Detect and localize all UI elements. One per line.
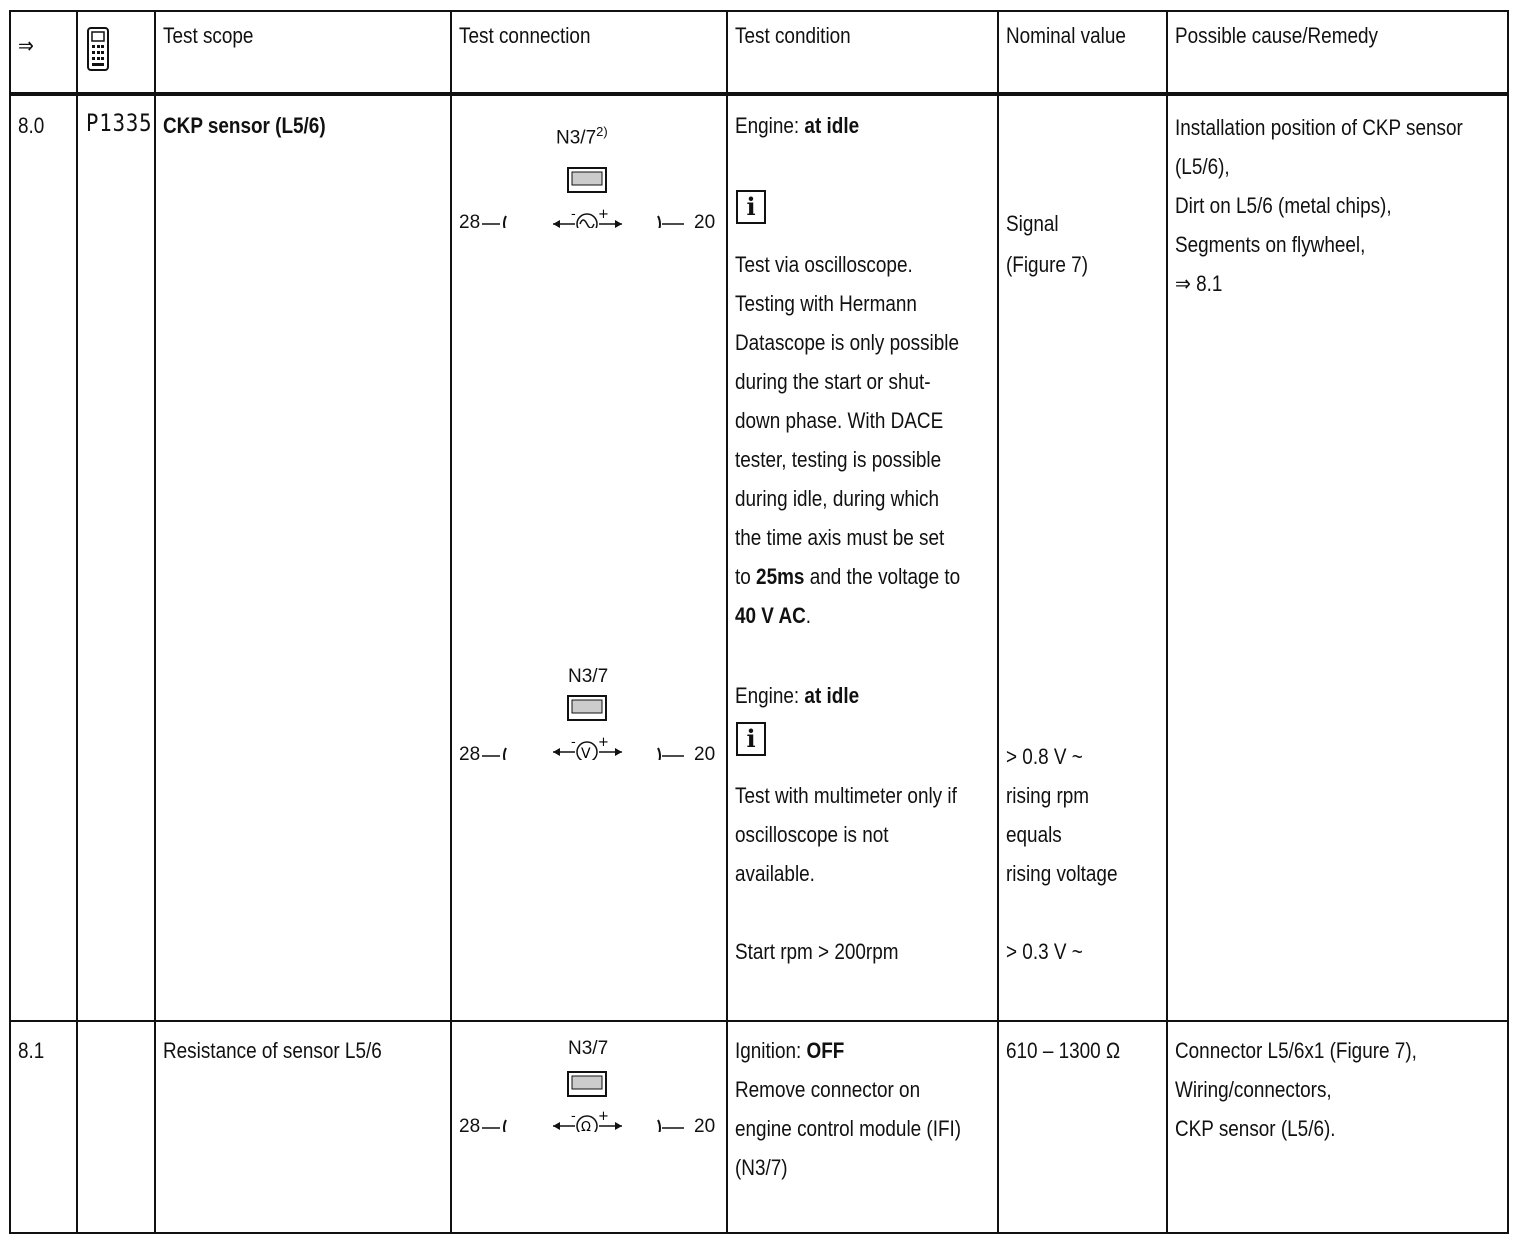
condition-line: during idle, during which — [735, 486, 940, 511]
svg-text:-: - — [571, 1109, 576, 1124]
condition-line: 40 V AC. — [735, 603, 812, 628]
module-label: N3/7$^{2)}$ — [556, 124, 608, 149]
cause-line: Installation position of CKP sensor — [1175, 115, 1463, 140]
table-border-top — [9, 10, 1509, 12]
condition-line: oscilloscope is not — [735, 822, 889, 847]
test-scope: Resistance of sensor L5/6 — [163, 1038, 382, 1063]
row-divider — [9, 1020, 1509, 1022]
cause-line-reference: ⇒ 8.1 — [1175, 271, 1223, 296]
nominal-voltage: > 0.8 V ~ — [1006, 744, 1083, 769]
module-label: N3/7 — [568, 1038, 609, 1059]
svg-text:+: + — [598, 207, 609, 222]
nominal-note: rising rpm — [1006, 783, 1090, 808]
svg-text:+: + — [598, 1109, 609, 1124]
table-border-bottom — [9, 1232, 1509, 1234]
svg-text:-: - — [571, 207, 576, 222]
condition-engine-idle: Engine: at idle — [735, 683, 860, 708]
condition-line: Test via oscilloscope. — [735, 252, 913, 277]
left-pin: 28 — [459, 744, 481, 765]
condition-line: during the start or shut- — [735, 369, 931, 394]
test-connection-ohmmeter — [456, 1022, 736, 1137]
info-icon: i — [736, 190, 766, 224]
col-line-0 — [9, 10, 11, 1234]
nominal-note: equals — [1006, 822, 1062, 847]
test-scope: CKP sensor (L5/6) — [163, 113, 326, 138]
tester-device-icon — [86, 26, 110, 72]
col-line-2 — [154, 10, 156, 1234]
header-cause-remedy: Possible cause/Remedy — [1175, 23, 1378, 48]
header-nominal-value: Nominal value — [1006, 23, 1126, 48]
step-number: 8.1 — [18, 1038, 45, 1063]
col-line-6 — [1166, 10, 1168, 1234]
condition-line: Test with multimeter only if — [735, 783, 957, 808]
condition-line: Datascope is only possible — [735, 330, 960, 355]
condition-line: to 25ms and the voltage to — [735, 564, 961, 589]
right-pin: 20 — [694, 212, 716, 233]
nominal-voltage-start: > 0.3 V ~ — [1006, 939, 1083, 964]
test-connection-voltmeter — [456, 650, 736, 765]
col-line-1 — [76, 10, 78, 1234]
header-test-condition: Test condition — [735, 23, 851, 48]
right-pin: 20 — [694, 744, 716, 765]
condition-line: Remove connector on — [735, 1077, 921, 1102]
condition-ignition: Ignition: OFF — [735, 1038, 845, 1063]
svg-text:+: + — [598, 735, 609, 750]
step-number: 8.0 — [18, 113, 45, 138]
condition-engine-idle: Engine: at idle — [735, 113, 860, 138]
svg-text:-: - — [571, 735, 576, 750]
cause-line: Connector L5/6x1 (Figure 7), — [1175, 1038, 1417, 1063]
nominal-figure-ref: (Figure 7) — [1006, 252, 1089, 277]
nominal-signal: Signal — [1006, 211, 1059, 236]
condition-line: (N3/7) — [735, 1155, 788, 1180]
dtc-code: P1335 — [86, 109, 153, 137]
svg-text:Ω: Ω — [581, 1120, 591, 1132]
header-divider — [9, 92, 1509, 96]
left-pin: 28 — [459, 212, 481, 233]
condition-line: engine control module (IFI) — [735, 1116, 962, 1141]
cause-line: Dirt on L5/6 (metal chips), — [1175, 193, 1392, 218]
col-line-7 — [1507, 10, 1509, 1234]
cause-line: CKP sensor (L5/6). — [1175, 1116, 1336, 1141]
header-arrow: ⇒ — [18, 33, 34, 58]
col-line-5 — [997, 10, 999, 1234]
info-icon: i — [736, 722, 766, 756]
condition-line: available. — [735, 861, 815, 886]
nominal-resistance: 610 – 1300 Ω — [1006, 1038, 1121, 1063]
condition-line: Testing with Hermann — [735, 291, 917, 316]
nominal-note: rising voltage — [1006, 861, 1118, 886]
svg-text:V: V — [581, 746, 591, 760]
footnote-ref: 2) — [596, 124, 608, 139]
condition-line: down phase. With DACE — [735, 408, 944, 433]
condition-line: tester, testing is possible — [735, 447, 942, 472]
right-pin: 20 — [694, 1116, 716, 1137]
cause-line: Wiring/connectors, — [1175, 1077, 1332, 1102]
left-pin: 28 — [459, 1116, 481, 1137]
condition-start-rpm: Start rpm > 200rpm — [735, 939, 899, 964]
header-test-connection: Test connection — [459, 23, 591, 48]
col-line-3 — [450, 10, 452, 1234]
header-test-scope: Test scope — [163, 23, 254, 48]
cause-line: Segments on flywheel, — [1175, 232, 1366, 257]
cause-line: (L5/6), — [1175, 154, 1230, 179]
module-label: N3/7 — [568, 666, 609, 687]
test-connection-oscilloscope — [456, 118, 736, 233]
condition-line: the time axis must be set — [735, 525, 945, 550]
